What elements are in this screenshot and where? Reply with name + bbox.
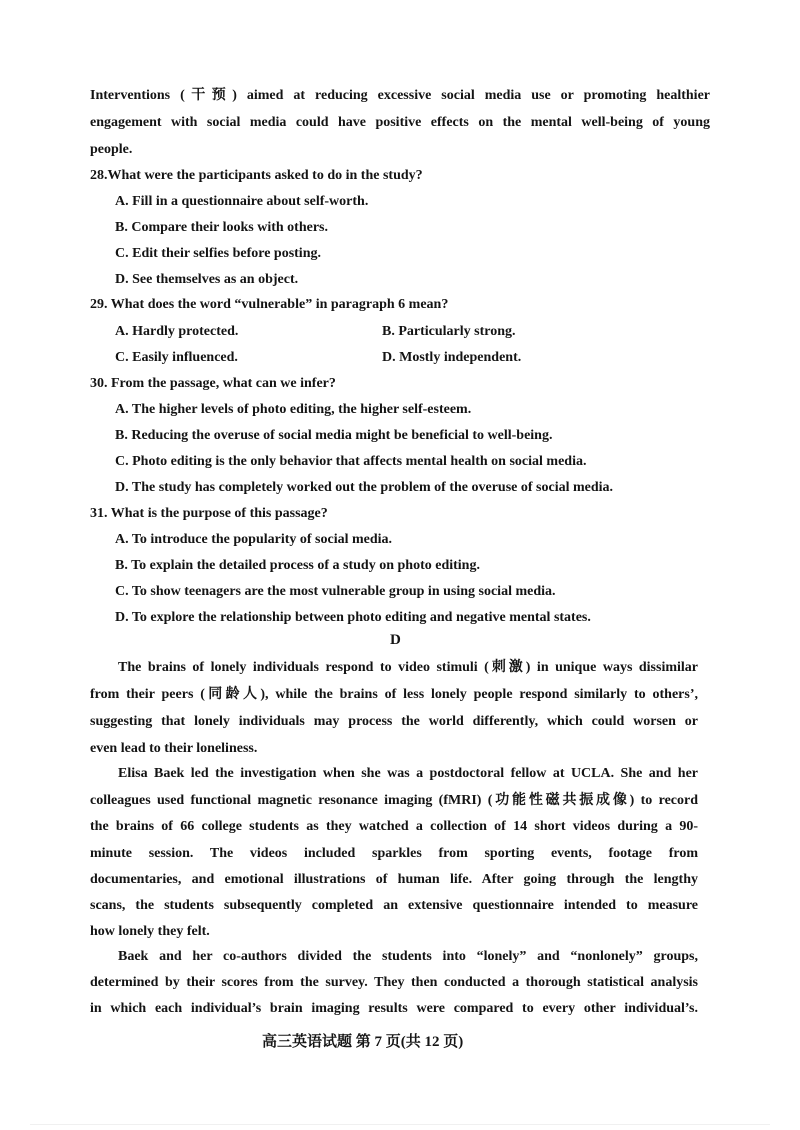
question-28-stem: 28.What were the participants asked to do in the study?: [90, 168, 423, 183]
bottom-divider: [30, 1124, 770, 1125]
question-28-option-b: B. Compare their looks with others.: [115, 220, 328, 235]
section-d-p3-line-3: in which each individual’s brain imaging results were compared to every other individual’s.: [90, 1001, 698, 1016]
section-d-p2-line-5: documentaries, and emotional illustrations of human life. After going through the lengthy: [90, 872, 698, 887]
section-d-p2-line-2: colleagues used functional magnetic resonance imaging (fMRI) (功能性磁共振成像) to record: [90, 793, 698, 808]
question-31-option-b: B. To explain the detailed process of a study on photo editing.: [115, 558, 480, 573]
section-d-p1-line-3: suggesting that lonely individuals may process the world differently, which could worsen or: [90, 714, 698, 729]
question-31-stem: 31. What is the purpose of this passage?: [90, 506, 328, 521]
question-31-option-a: A. To introduce the popularity of social media.: [115, 532, 393, 547]
section-d-p1-line-4: even lead to their loneliness.: [90, 741, 258, 756]
question-29-option-a: A. Hardly protected.: [115, 324, 239, 339]
section-d-p1-line-2: from their peers (同龄人), while the brains of less lonely people respond similarly to others’,: [90, 687, 698, 702]
question-31-option-d: D. To explore the relationship between photo editing and negative mental states.: [115, 610, 591, 625]
question-28-option-d: D. See themselves as an object.: [115, 272, 299, 287]
question-28-option-a: A. Fill in a questionnaire about self-worth.: [115, 194, 369, 209]
section-d-title: D: [390, 632, 401, 648]
question-29-option-d: D. Mostly independent.: [382, 350, 522, 365]
section-d-p2-line-1: Elisa Baek led the investigation when she was a postdoctoral fellow at UCLA. She and her: [118, 766, 698, 781]
question-30-stem: 30. From the passage, what can we infer?: [90, 376, 336, 391]
question-30-option-c: C. Photo editing is the only behavior that affects mental health on social media.: [115, 454, 587, 469]
question-28-option-c: C. Edit their selfies before posting.: [115, 246, 321, 261]
question-30-option-d: D. The study has completely worked out the problem of the overuse of social media.: [115, 480, 614, 495]
passage-c-line-1: Interventions (干预) aimed at reducing excessive social media use or promoting healthier: [90, 88, 710, 103]
passage-c-line-3: people.: [90, 142, 133, 157]
section-d-p2-line-7: how lonely they felt.: [90, 924, 210, 939]
question-29-option-c: C. Easily influenced.: [115, 350, 238, 365]
question-31-option-c: C. To show teenagers are the most vulnerable group in using social media.: [115, 584, 556, 599]
section-d-p3-line-2: determined by their scores from the survey. They then conducted a thorough statistical analysis: [90, 975, 698, 990]
question-29-stem: 29. What does the word “vulnerable” in paragraph 6 mean?: [90, 297, 449, 312]
question-30-option-a: A. The higher levels of photo editing, the higher self-esteem.: [115, 402, 472, 417]
passage-c-line-2: engagement with social media could have positive effects on the mental well-being of young: [90, 115, 710, 130]
section-d-p1-line-1: The brains of lonely individuals respond to video stimuli (刺激) in unique ways dissimilar: [118, 660, 698, 675]
page-footer: 高三英语试题 第 7 页(共 12 页): [262, 1034, 464, 1050]
section-d-p2-line-3: the brains of 66 college students as they watched a collection of 14 short videos during a 90-: [90, 819, 698, 834]
section-d-p2-line-4: minute session. The videos included sparkles from sporting events, footage from: [90, 846, 698, 861]
question-30-option-b: B. Reducing the overuse of social media might be beneficial to well-being.: [115, 428, 553, 443]
section-d-p2-line-6: scans, the students subsequently completed an extensive questionnaire intended to measure: [90, 898, 698, 913]
question-29-option-b: B. Particularly strong.: [382, 324, 516, 339]
section-d-p3-line-1: Baek and her co-authors divided the students into “lonely” and “nonlonely” groups,: [118, 949, 698, 964]
